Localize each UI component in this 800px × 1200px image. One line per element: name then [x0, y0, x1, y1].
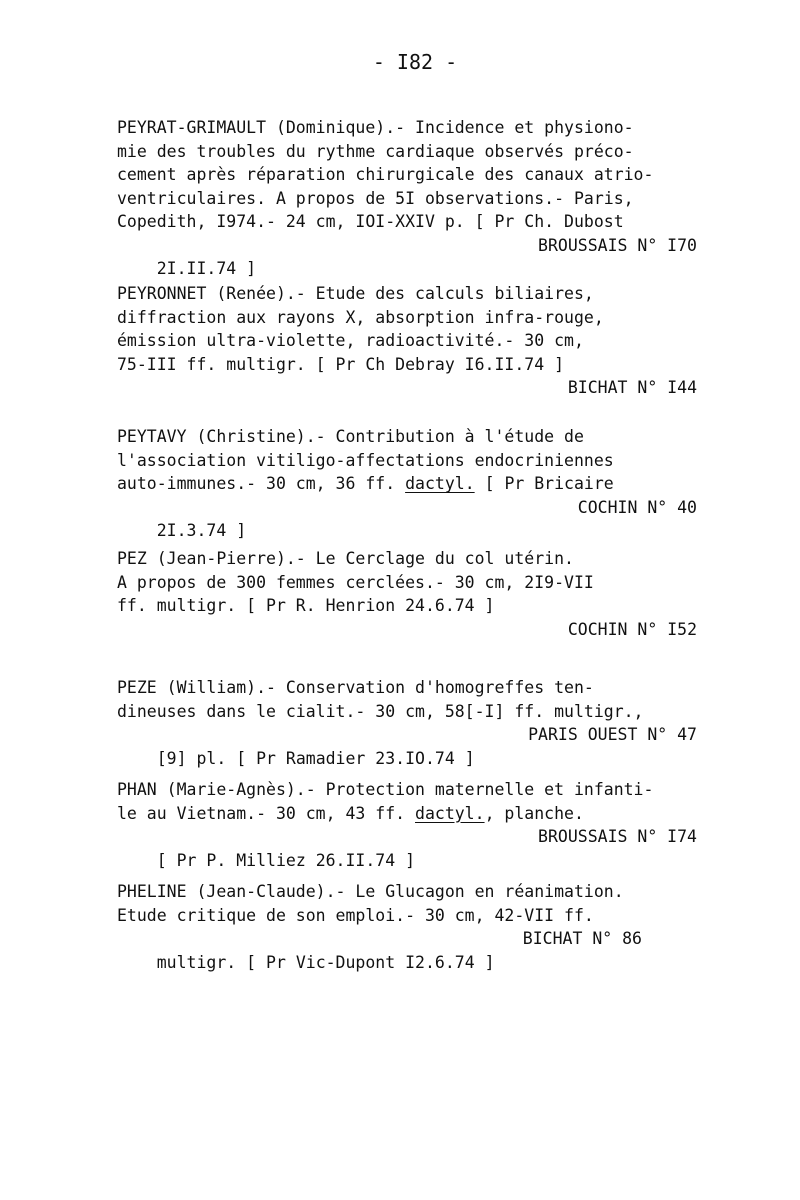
entry-date: [ Pr P. Milliez 26.II.74 ] [156, 850, 416, 870]
entry-line: PEYRAT-GRIMAULT (Dominique).- Incidence et physiono- [117, 118, 634, 137]
library-location: BROUSSAIS N° I74 [538, 827, 697, 846]
entry-line: PEYRONNET (Renée).- Etude des calculs biliaires, [117, 284, 594, 303]
library-location: BROUSSAIS N° I70 [538, 235, 697, 255]
catalog-entry [117, 880, 697, 1021]
entry-line: cement après réparation chirurgicale des canaux atrio- [117, 165, 654, 184]
entry-line: PEYTAVY (Christine).- Contribution à l'étude de [117, 427, 584, 446]
library-location: BICHAT N° 86 [522, 929, 642, 948]
entry-text: auto-immunes.- 30 cm, 36 ff. [117, 474, 406, 493]
entry-date: multigr. [ Pr Vic-Dupont I2.6.74 ] [156, 952, 495, 972]
entry-date: 2I.II.74 ] [156, 259, 257, 278]
page-number: - I82 - [372, 50, 458, 74]
underlined-text: dactyl. [415, 803, 485, 823]
entry-text: , planche. [484, 803, 584, 823]
entry-line: PEZE (William).- Conservation d'homogreffes ten- [117, 678, 594, 697]
entry-line: PHELINE (Jean-Claude).- Le Glucagon en réanimation. [117, 882, 624, 901]
entry-line: dineuses dans le cialit.- 30 cm, 58[-I] ff. multigr., [117, 701, 644, 721]
entry-line: émission ultra-violette, radioactivité.- 30 cm, [117, 331, 584, 350]
entry-text: [ Pr Bricaire [474, 474, 614, 493]
library-location: BICHAT N° I44 [567, 378, 697, 397]
entry-date: [9] pl. [ Pr Ramadier 23.IO.74 ] [156, 748, 475, 768]
entry-line [117, 802, 697, 826]
entry-line [117, 472, 697, 496]
entry-line: A propos de 300 femmes cerclées.- 30 cm, 2I9-VII [117, 572, 594, 592]
entry-line: PEZ (Jean-Pierre).- Le Cerclage du col utérin. [117, 549, 574, 568]
entry-line: PHAN (Marie-Agnès).- Protection maternelle et infanti- [117, 780, 654, 799]
library-location: COCHIN N° I52 [567, 619, 697, 639]
entry-line: ff. multigr. [ Pr R. Henrion 24.6.74 ] [117, 596, 495, 615]
library-location: COCHIN N° 40 [577, 497, 697, 517]
entry-line: 75-III ff. multigr. [ Pr Ch Debray I6.II.74 ] [117, 354, 565, 374]
entry-date: 2I.3.74 ] [156, 521, 247, 540]
entry-line: ventriculaires. A propos de 5I observations.- Paris, [117, 188, 634, 208]
library-location: PARIS OUEST N° 47 [528, 725, 697, 744]
catalog-entry [117, 547, 697, 688]
entry-line: diffraction aux rayons X, absorption infra-rouge, [117, 307, 604, 327]
entry-line: l'association vitiligo-affectations endocriniennes [117, 450, 614, 470]
entry-text: le au Vietnam.- 30 cm, 43 ff. [117, 803, 416, 823]
catalog-entry [117, 282, 697, 447]
entry-line: Copedith, I974.- 24 cm, IOI-XXIV p. [ Pr Ch. Dubost [117, 212, 624, 231]
underlined-text: dactyl. [405, 474, 475, 493]
entry-line: Etude critique de son emploi.- 30 cm, 42-VII ff. [117, 905, 594, 925]
entry-line: mie des troubles du rythme cardiaque observés préco- [117, 141, 634, 161]
entry-line [117, 927, 697, 1021]
